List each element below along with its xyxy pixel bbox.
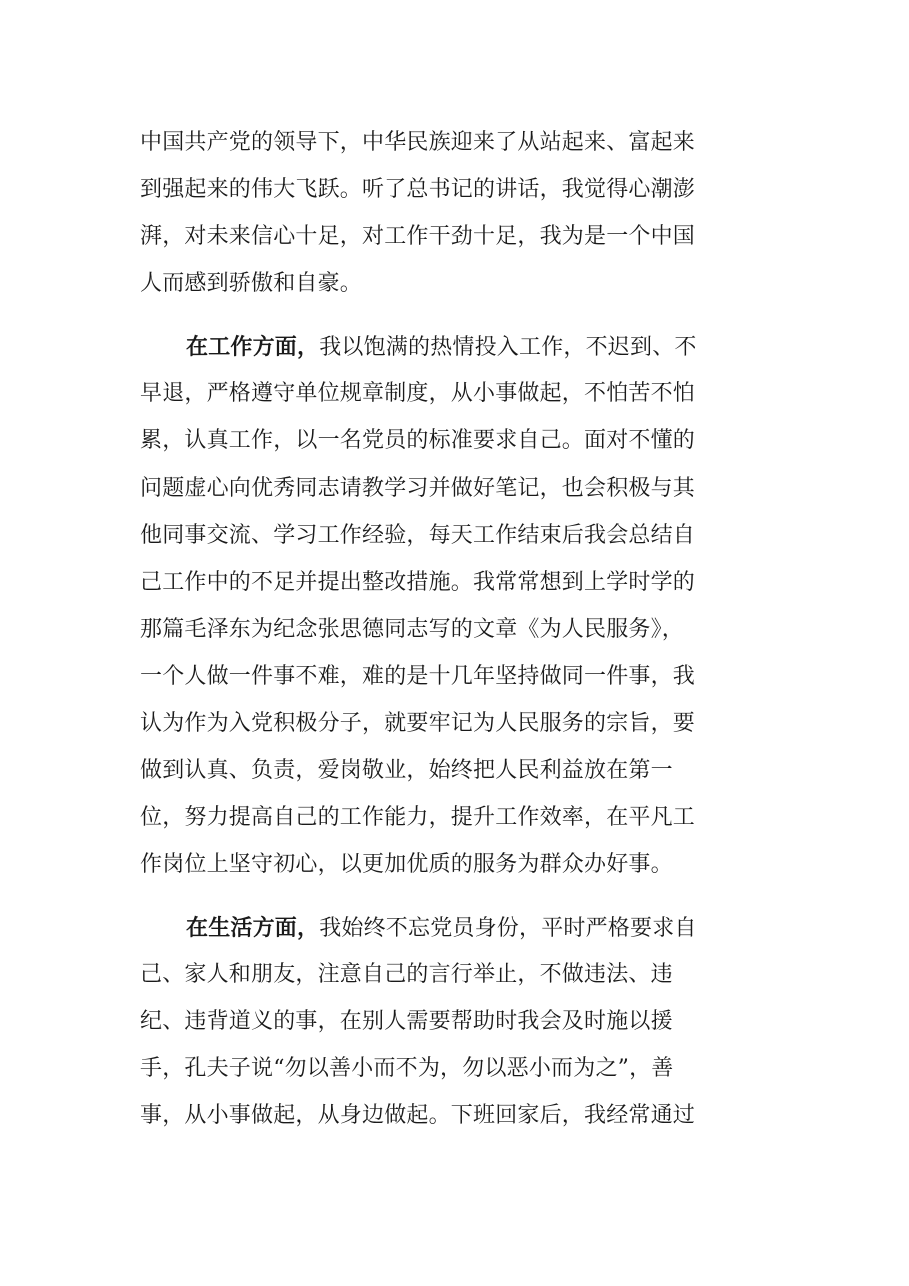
paragraph-2-line-8: 一个人做一件事不难，难的是十几年坚持做同一件事，我	[140, 664, 696, 689]
paragraph-2-line-4: 问题虚心向优秀同志请教学习并做好笔记，也会积极与其	[140, 476, 696, 501]
paragraph-2-first-line-text: 我以饱满的热情投入工作，不迟到、不	[319, 335, 697, 360]
paragraph-2-line-3: 累，认真工作，以一名党员的标准要求自己。面对不懂的	[140, 428, 696, 453]
paragraph-3-line-1	[186, 912, 697, 944]
paragraph-2-line-1	[186, 331, 697, 363]
section-heading-work: 在工作方面，	[186, 334, 320, 360]
paragraph-1-line-3: 湃，对未来信心十足，对工作干劲十足，我为是一个中国	[140, 224, 696, 249]
paragraph-2-line-5: 他同事交流、学习工作经验，每天工作结束后我会总结自	[140, 523, 696, 548]
paragraph-2-line-7: 那篇毛泽东为纪念张思德同志写的文章《为人民服务》，	[140, 617, 685, 642]
paragraph-2-line-11: 位，努力提高自己的工作能力，提升工作效率，在平凡工	[140, 805, 696, 830]
section-heading-life: 在生活方面，	[186, 915, 320, 941]
paragraph-3-first-line-text: 我始终不忘党员身份，平时严格要求自	[319, 916, 697, 941]
paragraph-1-line-4: 人而感到骄傲和自豪。	[140, 271, 363, 296]
paragraph-3-line-4: 手，孔夫子说“勿以善小而不为，勿以恶小而为之”，善	[140, 1056, 674, 1081]
paragraph-1-line-1: 中国共产党的领导下，中华民族迎来了从站起来、富起来	[140, 130, 696, 155]
paragraph-3-line-2: 己、家人和朋友，注意自己的言行举止，不做违法、违	[140, 962, 673, 987]
paragraph-1-line-2: 到强起来的伟大飞跃。听了总书记的讲话，我觉得心潮澎	[140, 177, 696, 202]
paragraph-2-line-12: 作岗位上坚守初心，以更加优质的服务为群众办好事。	[140, 852, 673, 877]
paragraph-2-line-9: 认为作为入党积极分子，就要牢记为人民服务的宗旨，要	[140, 711, 696, 736]
paragraph-2-line-10: 做到认真、负责，爱岗敬业，始终把人民利益放在第一	[140, 758, 673, 783]
paragraph-2-line-6: 己工作中的不足并提出整改措施。我常常想到上学时学的	[140, 570, 696, 595]
paragraph-3-line-5: 事，从小事做起，从身边做起。下班回家后，我经常通过	[140, 1103, 696, 1128]
paragraph-2-line-2: 早退，严格遵守单位规章制度，从小事做起，不怕苦不怕	[140, 381, 696, 406]
paragraph-3-line-3: 纪、违背道义的事，在别人需要帮助时我会及时施以援	[140, 1009, 673, 1034]
